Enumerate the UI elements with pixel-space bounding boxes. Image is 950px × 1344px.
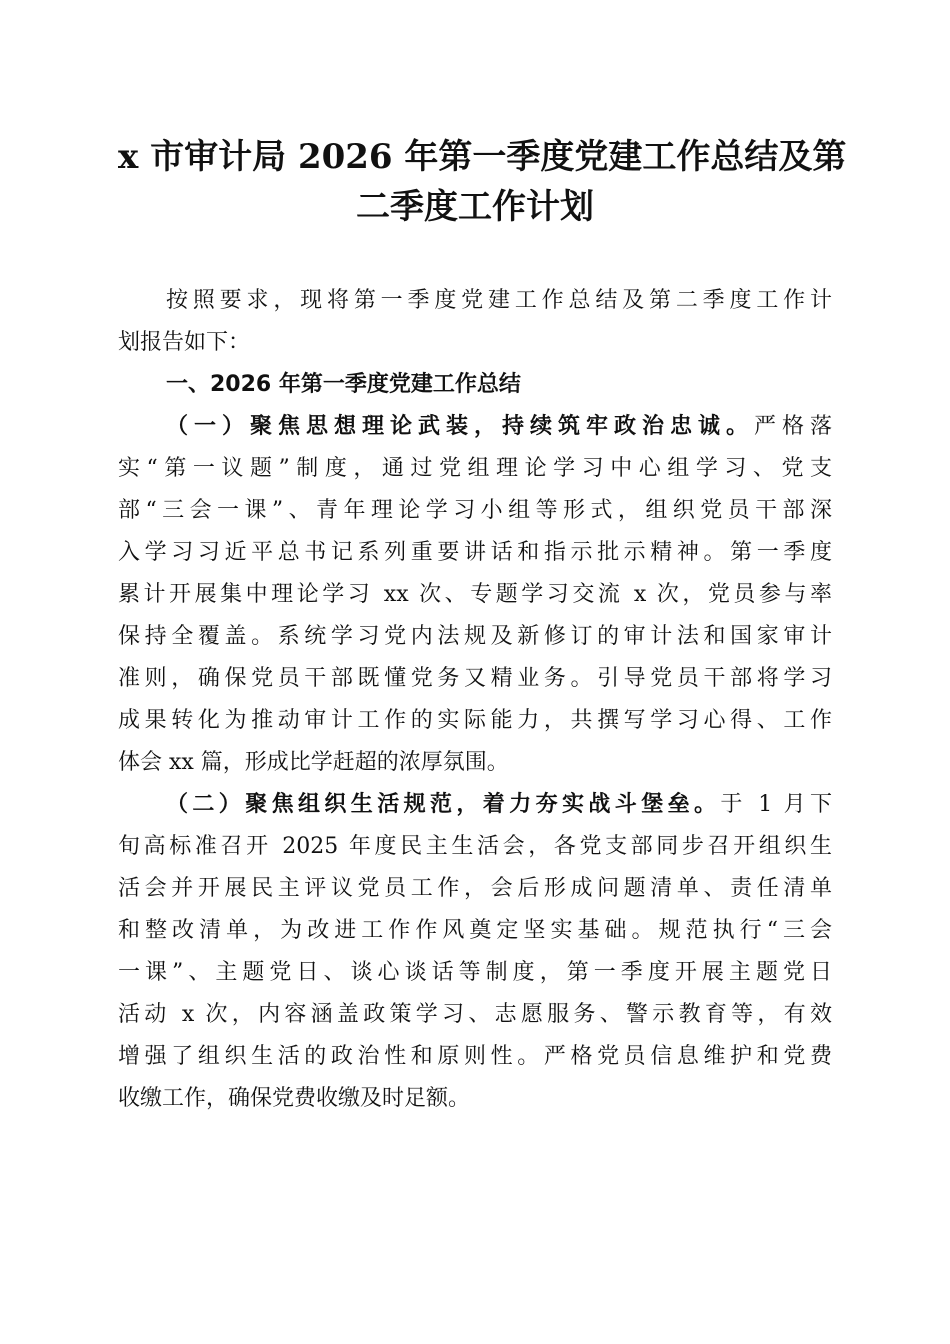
- paragraph-1: [118, 406, 832, 784]
- intro-line-2: 划报告如下：: [118, 330, 251, 355]
- paragraph-2-line: 收缴工作，确保党费收缴及时足额。: [118, 1086, 471, 1111]
- paragraph-2: [118, 784, 832, 1120]
- paragraph-2-first-rest: 于 1 月下: [720, 792, 832, 817]
- title-line-1: x 市审计局 2026 年第一季度党建工作总结及第: [118, 137, 847, 177]
- paragraph-1-line: 成果转化为推动审计工作的实际能力，共撰写学习心得、工作: [118, 708, 832, 733]
- paragraph-2-line: 增强了组织生活的政治性和原则性。严格党员信息维护和党费: [118, 1044, 832, 1069]
- paragraph-2-lead: （二）聚焦组织生活规范，着力夯实战斗堡垒。: [166, 792, 721, 817]
- paragraph-1-first-line: [118, 406, 832, 448]
- paragraph-2-line: 活动 x 次，内容涵盖政策学习、志愿服务、警示教育等，有效: [118, 1002, 832, 1027]
- paragraph-1-line: 实“第一议题”制度，通过党组理论学习中心组学习、党支: [118, 456, 832, 481]
- paragraph-2-line: 旬高标准召开 2025 年度民主生活会，各党支部同步召开组织生: [118, 834, 832, 859]
- paragraph-2-line: 活会并开展民主评议党员工作，会后形成问题清单、责任清单: [118, 876, 832, 901]
- paragraph-1-line: 体会 xx 篇，形成比学赶超的浓厚氛围。: [118, 750, 509, 775]
- document-title: [118, 132, 847, 232]
- paragraph-1-line: 部“三会一课”、青年理论学习小组等形式，组织党员干部深: [118, 498, 832, 523]
- intro-line-1: 按照要求，现将第一季度党建工作总结及第二季度工作计: [166, 288, 832, 313]
- paragraph-1-line: 保持全覆盖。系统学习党内法规及新修订的审计法和国家审计: [118, 624, 832, 649]
- paragraph-1-line: 入学习习近平总书记系列重要讲话和指示批示精神。第一季度: [118, 540, 832, 565]
- paragraph-2-first-line: [118, 784, 832, 826]
- paragraph-1-lead: （一）聚焦思想理论武装，持续筑牢政治忠诚。: [166, 414, 754, 439]
- title-line-2: 二季度工作计划: [356, 187, 594, 227]
- paragraph-2-line: 一课”、主题党日、谈心谈话等制度，第一季度开展主题党日: [118, 960, 832, 985]
- section-heading: 一、2026 年第一季度党建工作总结: [166, 372, 521, 397]
- paragraph-2-line: 和整改清单，为改进工作作风奠定坚实基础。规范执行“三会: [118, 918, 832, 943]
- document-body: [118, 280, 832, 1120]
- intro-paragraph: [118, 280, 832, 364]
- paragraph-1-first-rest: 严格落: [753, 414, 832, 439]
- paragraph-1-line: 准则，确保党员干部既懂党务又精业务。引导党员干部将学习: [118, 666, 832, 691]
- paragraph-1-line: 累计开展集中理论学习 xx 次、专题学习交流 x 次，党员参与率: [118, 582, 832, 607]
